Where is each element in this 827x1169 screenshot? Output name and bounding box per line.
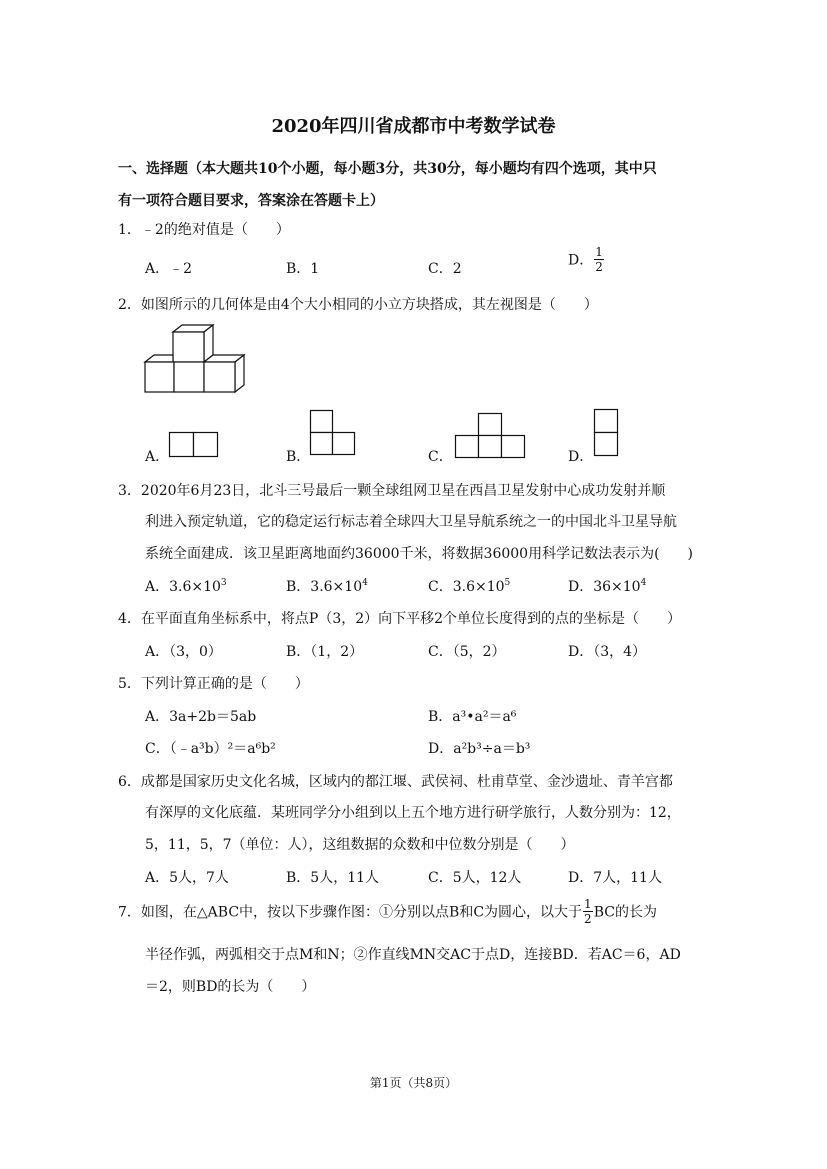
fraction-denominator: 2 (584, 912, 592, 926)
q1-option-a: A．﹣2 (145, 261, 193, 277)
q6-line1: 6．成都是国家历史文化名城，区域内的都江堰、武侯祠、杜甫草堂、金沙遗址、青羊宫都 (118, 774, 673, 790)
q5-option-b: B．a³•a²＝a⁶ (428, 709, 517, 725)
q6-option-d: D．7人，11人 (568, 870, 662, 886)
q2-option-a-figure (169, 432, 219, 458)
q2-stem: 2．如图所示的几何体是由4个大小相同的小立方块搭成，其左视图是（ ） (118, 297, 598, 313)
view-square (170, 433, 194, 457)
view-square (502, 436, 525, 458)
q5-option-a: A．3a+2b＝5ab (145, 709, 257, 725)
view-square (479, 436, 502, 458)
q6-option-c: C．5人，12人 (428, 870, 522, 886)
exponent: 4 (640, 578, 647, 588)
q1-option-d-prefix: D． (568, 252, 594, 269)
exponent: 4 (362, 578, 368, 588)
q6-line3: 5，11，5，7（单位：人），这组数据的众数和中位数分别是（ ） (145, 837, 575, 853)
q7-line1-text-a: 7．如图，在△ABC中，按以下步骤作图：①分别以点B和C为圆心，以大于 (118, 904, 583, 921)
q2-option-d-label: D． (568, 449, 594, 465)
right-cube-side (235, 355, 244, 392)
left-cube-top (145, 355, 173, 362)
q3-line3: 系统全面建成．该卫星距离地面约36000千米，将数据36000用科学记数法表示为( ) (145, 546, 693, 562)
q1-option-c: C．2 (428, 261, 462, 277)
q3-option-a (145, 576, 227, 596)
q1-option-d (568, 245, 605, 274)
q1-option-b: B．1 (286, 261, 320, 277)
q6-option-a: A．5人，7人 (145, 870, 229, 886)
view-square (333, 433, 355, 455)
q5-option-d: D．a²b³÷a＝b³ (428, 741, 531, 757)
q2-option-c-figure (455, 413, 525, 460)
exponent: 3 (220, 578, 227, 588)
view-square (194, 433, 218, 457)
q7-line2: 半径作弧，两弧相交于点M和N；②作直线MN交AC于点D，连接BD．若AC＝6，AD (145, 947, 681, 963)
fraction-denominator: 2 (595, 260, 603, 274)
option-text: C．3.6×10 (428, 579, 505, 595)
q4-option-c: C．（5，2） (428, 644, 506, 660)
bottom-right-front (204, 362, 235, 392)
q4-option-d: D．（3，4） (568, 644, 647, 660)
q7-line1-text-b: BC的长为 (593, 904, 657, 921)
q2-option-b-figure (310, 410, 356, 458)
section-heading-line2: 有一项符合题目要求，答案涂在答题卡上） (118, 193, 384, 209)
q4-option-b: B．（1，2） (286, 644, 364, 660)
q3-option-d (568, 576, 646, 596)
option-text: A．3.6×10 (145, 579, 221, 595)
q3-option-c (428, 576, 510, 596)
view-square (311, 411, 333, 433)
view-square (595, 410, 618, 433)
q7-fraction (583, 897, 593, 926)
q5-stem: 5．下列计算正确的是（ ） (118, 676, 309, 692)
page-footer: 第1页（共8页） (369, 1076, 458, 1090)
view-square (595, 433, 618, 456)
view-square (479, 414, 502, 436)
q2-option-b-label: B． (286, 449, 311, 465)
q3-line2: 利进入预定轨道，它的稳定运行标志着全球四大卫星导航系统之一的中国北斗卫星导航 (145, 514, 677, 530)
q2-option-c-label: C． (428, 449, 453, 465)
q6-option-b: B．5人，11人 (286, 870, 380, 886)
q3-option-b (286, 576, 368, 596)
q6-line2: 有深厚的文化底蕴．某班同学分小组到以上五个地方进行研学旅行，人数分别为：12， (145, 805, 681, 821)
option-text: D．36×10 (568, 579, 641, 595)
page-title: 2020年四川省成都市中考数学试卷 (271, 116, 556, 137)
section-heading-line1: 一、选择题（本大题共10个小题，每小题3分，共30分，每小题均有四个选项，其中只 (118, 161, 657, 177)
q7-line1 (118, 897, 657, 926)
view-square (456, 436, 479, 458)
fraction-numerator: 1 (595, 245, 603, 259)
q1-stem: 1．﹣2的绝对值是（ ） (118, 222, 290, 238)
q1-option-d-fraction (594, 245, 604, 274)
fraction-numerator: 1 (584, 897, 592, 911)
cube-front-face (173, 332, 204, 362)
q2-option-d-figure (594, 409, 620, 459)
bottom-left-front (145, 362, 174, 392)
q2-option-a-label: A． (145, 449, 170, 465)
view-square (311, 433, 333, 455)
exponent: 5 (504, 578, 511, 588)
q4-option-a: A．（3，0） (145, 644, 222, 660)
option-text: B．3.6×10 (286, 579, 363, 595)
q3-line1: 3．2020年6月23日，北斗三号最后一颗全球组网卫星在西昌卫星发射中心成功发射并顺 (118, 483, 666, 499)
q5-option-c: C．（﹣a³b）²＝a⁶b² (145, 741, 276, 757)
q4-stem: 4．在平面直角坐标系中，将点P（3，2）向下平移2个单位长度得到的点的坐标是（ ） (118, 611, 682, 627)
q2-solid-figure (140, 325, 250, 395)
bottom-mid-front (174, 362, 204, 392)
q7-line3: ＝2，则BD的长为（ ） (145, 979, 316, 995)
